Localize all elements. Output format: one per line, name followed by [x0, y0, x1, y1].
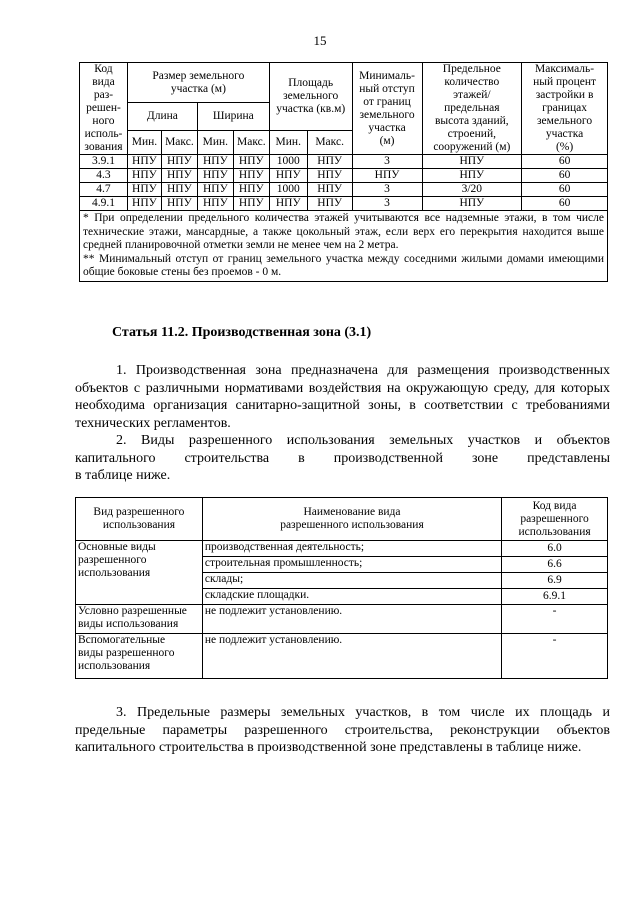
cell: 60	[522, 183, 608, 197]
header-width: Ширина	[197, 103, 269, 131]
header-use-name: Наименование вида разрешенного использования	[202, 498, 501, 541]
table-footnotes	[80, 211, 608, 282]
table-row	[76, 634, 608, 679]
conditional-uses-name: не подлежит установлению.	[202, 605, 501, 634]
cell: НПУ	[233, 155, 269, 169]
table-row	[80, 183, 608, 197]
cell: НПУ	[233, 169, 269, 183]
cell: НПУ	[307, 197, 352, 211]
cell: 60	[522, 197, 608, 211]
header-length-min: Мин.	[127, 131, 161, 155]
paragraph-3: 3. Предельные размеры земельных участков, в том числе их площадь и предельные параметры разрешенного строительства, реконструкции объектов капитального строительства в производственной зоне представлены в таблице ниже.	[75, 705, 610, 755]
article-heading: Статья 11.2. Производственная зона (3.1)	[112, 325, 372, 340]
footnote-floors: * При определении предельного количества этажей учитываются все надземные этажи, в том числе технические этажи, мансардные, а также цокольный этаж, если верх его перекрытия находится выше средней планировочной отметки земли не менее чем на 2 метра.	[83, 212, 604, 251]
cell: НПУ	[127, 169, 161, 183]
header-area-min: Мин.	[269, 131, 307, 155]
cell: НПУ	[422, 155, 522, 169]
header-code: Код вида раз- решен- ного исполь- зования	[80, 63, 128, 155]
auxiliary-uses-code: -	[502, 634, 608, 679]
cell: НПУ	[269, 197, 307, 211]
header-width-min: Мин.	[197, 131, 233, 155]
header-width-max: Макс.	[233, 131, 269, 155]
header-length-max: Макс.	[161, 131, 197, 155]
table-row	[80, 197, 608, 211]
cell: 3	[352, 197, 422, 211]
cell: НПУ	[233, 183, 269, 197]
header-length: Длина	[127, 103, 197, 131]
page-number: 15	[313, 33, 327, 48]
cell: 60	[522, 169, 608, 183]
paragraph-2: 2. Виды разрешенного использования земельных участков и объектов капитального строительства в производственной зоне представлены в таблице ниже.	[75, 433, 610, 483]
cell: НПУ	[127, 197, 161, 211]
cell: НПУ	[161, 197, 197, 211]
cell: НПУ	[307, 169, 352, 183]
main-uses-label: Основные виды разрешенного использования	[76, 541, 203, 605]
table-row	[80, 169, 608, 183]
cell: НПУ	[161, 183, 197, 197]
conditional-uses-code: -	[502, 605, 608, 634]
cell: НПУ	[197, 197, 233, 211]
cell: НПУ	[161, 169, 197, 183]
use-name: производственная деятельность;	[202, 541, 501, 557]
cell: 3.9.1	[80, 155, 128, 169]
header-coverage: Максималь- ный процент застройки в границах земельного участка (%)	[522, 63, 608, 155]
cell: 1000	[269, 155, 307, 169]
conditional-uses-label: Условно разрешенные виды использования	[76, 605, 203, 634]
cell: НПУ	[127, 155, 161, 169]
cell: 4.9.1	[80, 197, 128, 211]
cell: 3	[352, 183, 422, 197]
paragraph-1: 1. Производственная зона предназначена для размещения производственных объектов с различными нормативами воздействия на окружающую среду, для которых необходима организация санитарно-защитной зоны, в соответствии с требованиями технических регламентов.	[75, 363, 610, 431]
header-area: Площадь земельного участка (кв.м)	[269, 63, 352, 131]
cell: НПУ	[307, 155, 352, 169]
header-floors: Предельное количество этажей/ предельная высота зданий, строений, сооружений (м)	[422, 63, 522, 155]
cell: 1000	[269, 183, 307, 197]
use-code: 6.9	[502, 573, 608, 589]
header-min-offset: Минималь- ный отступ от границ земельного участка (м)	[352, 63, 422, 155]
footnote-offset: ** Минимальный отступ от границ земельного участка между соседними жилыми домами имеющими общие боковые стены без проемов - 0 м.	[83, 252, 604, 278]
header-size: Размер земельного участка (м)	[127, 63, 269, 103]
table-row	[76, 605, 608, 634]
cell: НПУ	[422, 197, 522, 211]
cell: НПУ	[127, 183, 161, 197]
cell: НПУ	[197, 169, 233, 183]
use-name: строительная промышленность;	[202, 557, 501, 573]
use-name: складские площадки.	[202, 589, 501, 605]
auxiliary-uses-label: Вспомогательные виды разрешенного использования	[76, 634, 203, 679]
header-use-code: Код вида разрешенного использования	[502, 498, 608, 541]
cell: НПУ	[422, 169, 522, 183]
cell: НПУ	[307, 183, 352, 197]
auxiliary-uses-name: не подлежит установлению.	[202, 634, 501, 679]
table-row	[76, 541, 608, 557]
cell: НПУ	[269, 169, 307, 183]
cell: 3/20	[422, 183, 522, 197]
use-code: 6.6	[502, 557, 608, 573]
permitted-use-table	[75, 497, 608, 679]
use-code: 6.0	[502, 541, 608, 557]
cell: 3	[352, 155, 422, 169]
cell: 60	[522, 155, 608, 169]
cell: 4.3	[80, 169, 128, 183]
use-name: склады;	[202, 573, 501, 589]
use-code: 6.9.1	[502, 589, 608, 605]
header-area-max: Макс.	[307, 131, 352, 155]
cell: НПУ	[161, 155, 197, 169]
cell: НПУ	[233, 197, 269, 211]
cell: 4.7	[80, 183, 128, 197]
header-use-type: Вид разрешенного использования	[76, 498, 203, 541]
cell: НПУ	[352, 169, 422, 183]
cell: НПУ	[197, 183, 233, 197]
zoning-parameters-table	[79, 62, 608, 282]
cell: НПУ	[197, 155, 233, 169]
table-row	[80, 155, 608, 169]
